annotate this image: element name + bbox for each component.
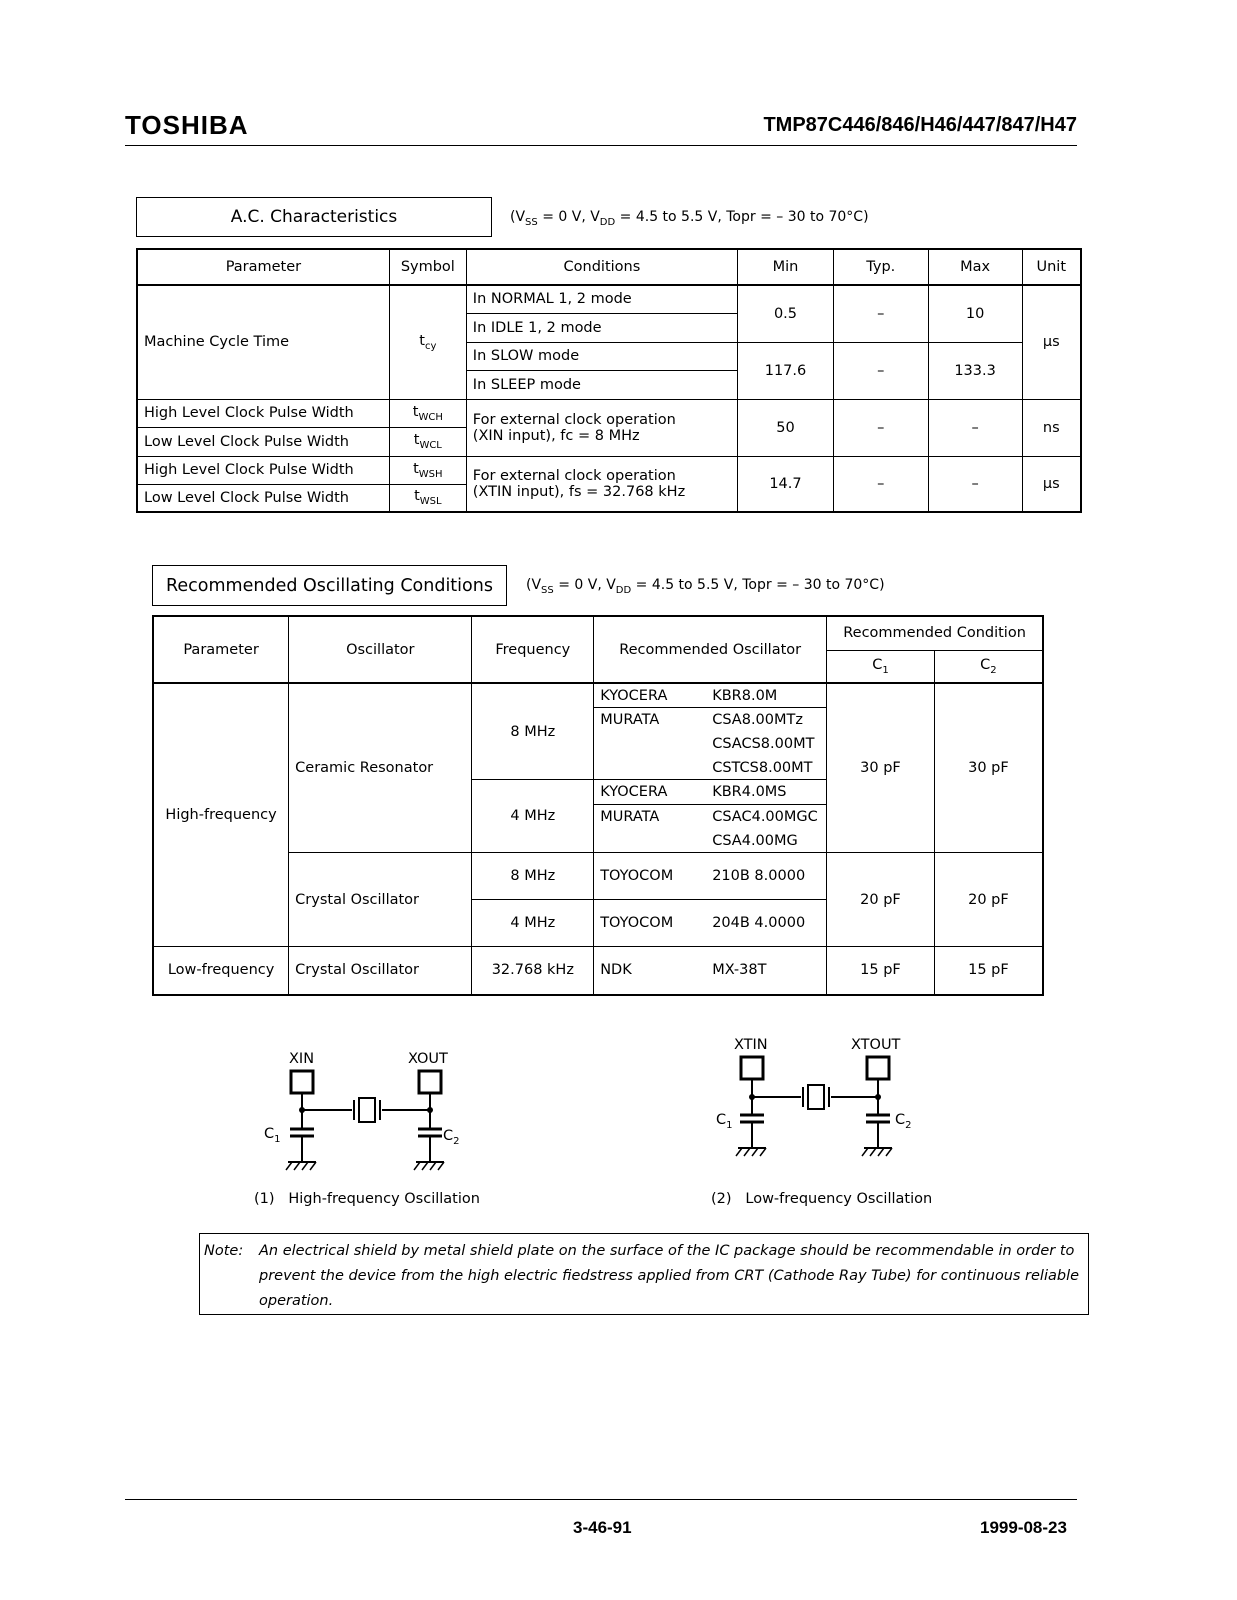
pw1-sym-high: $t_{WCH}$ — [389, 399, 466, 427]
ac-table — [136, 248, 1082, 513]
crystal-c1: 20 pF — [827, 853, 935, 947]
low-c2: 15 pF — [934, 947, 1043, 995]
col-header-frequency: Frequency — [472, 616, 594, 683]
col-header-typ: Typ. — [833, 249, 928, 285]
osc-title: Recommended Oscillating Conditions — [152, 565, 507, 606]
col-header-rec-condition: Recommended Condition — [827, 616, 1043, 650]
pw1-param-high: High Level Clock Pulse Width — [137, 399, 389, 427]
mct-cond-idle: In IDLE 1, 2 mode — [466, 313, 737, 342]
pw2-sym-low: $t_{WSL}$ — [389, 484, 466, 512]
mct-symbol: $t_{cy}$ — [389, 285, 466, 399]
high-frequency-label: High-frequency — [153, 683, 289, 947]
pw2-min: 14.7 — [738, 456, 834, 512]
col-header-symbol: Symbol — [389, 249, 466, 285]
pw1-unit: ns — [1022, 399, 1081, 456]
list-item: KYOCERA KBR4.0MS — [594, 780, 826, 805]
mct-unit: μs — [1022, 285, 1081, 399]
mct-typ-a: – — [833, 285, 928, 342]
low-rec: NDK MX-38T — [594, 947, 827, 995]
c1-label: $C_1$ — [716, 1112, 733, 1131]
pw1-param-low: Low Level Clock Pulse Width — [137, 427, 389, 456]
footer-rule — [125, 1499, 1077, 1500]
pw2-sym-high: $t_{WSH}$ — [389, 456, 466, 484]
pw2-param-low: Low Level Clock Pulse Width — [137, 484, 389, 512]
mct-typ-b: – — [833, 342, 928, 399]
table-row — [137, 399, 1081, 427]
ceramic-c2: 30 pF — [934, 683, 1043, 853]
low-c1: 15 pF — [827, 947, 935, 995]
col-header-max: Max — [928, 249, 1022, 285]
mct-min-a: 0.5 — [738, 285, 834, 342]
osc-conditions: ($V_{SS} = 0$ V, $V_{DD} = 4.5$ to 5.5 V, Topr = – 30 to 70°C) — [526, 577, 885, 596]
table-row — [137, 285, 1081, 313]
list-item: CSACS8.00MT — [712, 736, 815, 752]
pw1-conditions: For external clock operation (XIN input), fc = 8 MHz — [466, 399, 737, 456]
list-item: MURATA CSA8.00MTz — [600, 712, 803, 728]
document-date: 1999-08-23 — [980, 1518, 1067, 1537]
low-frequency-label: Low-frequency — [153, 947, 289, 995]
col-header-parameter: Parameter — [137, 249, 389, 285]
col-header-min: Min — [738, 249, 834, 285]
mct-cond-slow: In SLOW mode — [466, 342, 737, 370]
mct-cond-normal: In NORMAL 1, 2 mode — [466, 285, 737, 313]
freq-8mhz: 8 MHz — [472, 683, 594, 780]
ac-conditions: ($V_{SS} = 0$ V, $V_{DD} = 4.5$ to 5.5 V, Topr = – 30 to 70°C) — [510, 209, 869, 228]
col-header-oscillator: Oscillator — [289, 616, 472, 683]
low-freq: 32.768 kHz — [472, 947, 594, 995]
crystal-4-rec: TOYOCOM 204B 4.0000 — [594, 900, 827, 947]
caption-low-frequency: (2) Low-frequency Oscillation — [711, 1191, 933, 1207]
pw2-conditions: For external clock operation (XTIN input), fs = 32.768 kHz — [466, 456, 737, 512]
ceramic-c1: 30 pF — [827, 683, 935, 853]
list-item: MURATA CSAC4.00MGC — [600, 809, 818, 825]
pw1-max: – — [928, 399, 1022, 456]
table-row — [153, 947, 1043, 995]
pw1-typ: – — [833, 399, 928, 456]
ceramic-4-list — [594, 780, 827, 853]
table-row — [137, 456, 1081, 484]
mct-parameter: Machine Cycle Time — [137, 285, 389, 399]
crystal-freq-8mhz: 8 MHz — [472, 853, 594, 900]
col-header-c2: $C_2$ — [934, 650, 1043, 683]
list-item: KYOCERA KBR8.0M — [594, 684, 826, 708]
pw2-max: – — [928, 456, 1022, 512]
pw2-typ: – — [833, 456, 928, 512]
osc-table — [152, 615, 1044, 996]
ac-title: A.C. Characteristics — [136, 197, 492, 237]
pin-xin-label: XIN — [289, 1051, 315, 1067]
mct-max-b: 133.3 — [928, 342, 1022, 399]
low-frequency-circuit-diagram — [730, 1054, 930, 1164]
c2-label: $C_2$ — [895, 1112, 912, 1131]
pw1-sym-low: $t_{WCL}$ — [389, 427, 466, 456]
mct-min-b: 117.6 — [738, 342, 834, 399]
freq-4mhz: 4 MHz — [472, 780, 594, 853]
col-header-c1: $C_1$ — [827, 650, 935, 683]
col-header-parameter: Parameter — [153, 616, 289, 683]
pw1-min: 50 — [738, 399, 834, 456]
col-header-conditions: Conditions — [466, 249, 737, 285]
ceramic-resonator-label: Ceramic Resonator — [289, 683, 472, 853]
pin-xtout-label: XTOUT — [851, 1037, 901, 1053]
list-item: CSTCS8.00MT — [712, 759, 813, 776]
pin-xout-label: XOUT — [408, 1051, 448, 1067]
low-oscillator: Crystal Oscillator — [289, 947, 472, 995]
mct-cond-sleep: In SLEEP mode — [466, 370, 737, 399]
osc-header-row — [153, 616, 1043, 650]
brand-logo: TOSHIBA — [125, 110, 249, 140]
crystal-c2: 20 pF — [934, 853, 1043, 947]
note-box — [199, 1233, 1089, 1315]
crystal-8-rec: TOYOCOM 210B 8.0000 — [594, 853, 827, 900]
table-row — [153, 683, 1043, 780]
pin-xtin-label: XTIN — [734, 1037, 768, 1053]
ac-header-row — [137, 249, 1081, 285]
page-number: 3-46-91 — [573, 1518, 632, 1537]
c2-label: $C_2$ — [443, 1128, 460, 1147]
note-label: Note: — [204, 1243, 244, 1259]
note-text: An electrical shield by metal shield plate on the surface of the IC package should be recommendable in order to prevent the device from the high electric fiedstress applied from CRT (Cathode Ray Tube) for continuous reliable operation. — [259, 1243, 1080, 1309]
mct-max-a: 10 — [928, 285, 1022, 342]
col-header-rec-oscillator: Recommended Oscillator — [594, 616, 827, 683]
crystal-freq-4mhz: 4 MHz — [472, 900, 594, 947]
ceramic-8-list — [594, 683, 827, 780]
caption-high-frequency: (1) High-frequency Oscillation — [254, 1191, 480, 1207]
part-number: TMP87C446/846/H46/447/847/H47 — [763, 114, 1077, 136]
pw2-param-high: High Level Clock Pulse Width — [137, 456, 389, 484]
header-rule — [125, 145, 1077, 146]
list-item: CSA4.00MG — [712, 832, 798, 849]
pw2-unit: μs — [1022, 456, 1081, 512]
high-frequency-circuit-diagram — [270, 1068, 470, 1178]
crystal-oscillator-label: Crystal Oscillator — [289, 853, 472, 947]
col-header-unit: Unit — [1022, 249, 1081, 285]
c1-label: $C_1$ — [264, 1126, 281, 1145]
